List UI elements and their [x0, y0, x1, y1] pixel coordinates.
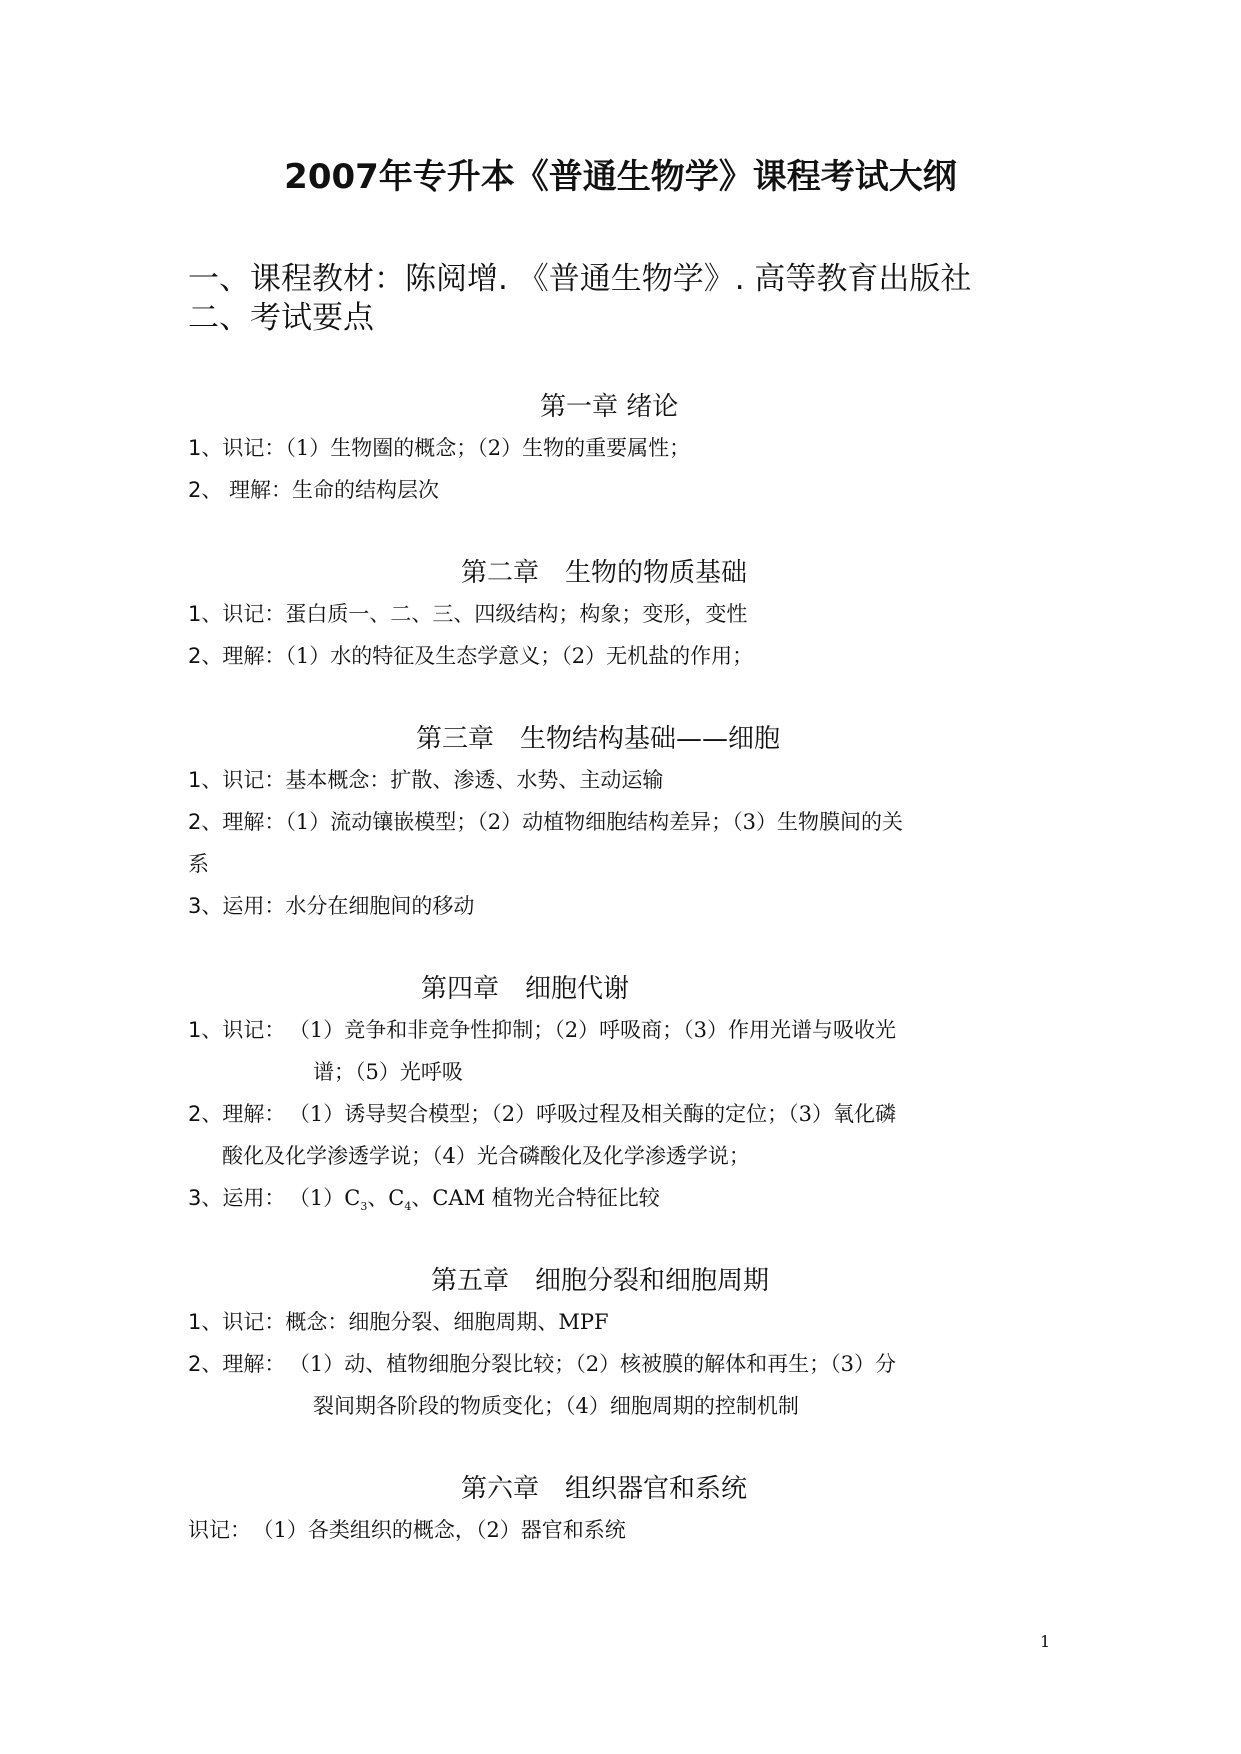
item-text [299, 1186, 660, 1214]
item-text-part: （1）C [299, 1186, 361, 1210]
chapter-5-item-1 [188, 1307, 609, 1337]
item-label: 1、识记： [188, 436, 286, 460]
chapter-4-item-2 [188, 1099, 896, 1129]
chapter-3-item-1 [188, 765, 663, 795]
chapter-3-item-3 [188, 891, 474, 921]
item-label: 3、运用： [188, 1186, 286, 1210]
item-text: 水分在细胞间的移动 [285, 894, 475, 918]
item-label: 2、 理解： [188, 478, 293, 502]
item-label: 1、识记： [188, 768, 286, 792]
item-label: 2、理解： [188, 1352, 286, 1376]
chapter-5-item-2 [188, 1349, 896, 1379]
item-label: 1、识记： [188, 1018, 286, 1042]
chapter-4-item-1 [188, 1015, 896, 1045]
item-text-part: 、CAM 植物光合特征比较 [411, 1186, 660, 1210]
page-number: 1 [1040, 1632, 1051, 1651]
chapter-3-item-2-continuation: 系 [188, 852, 209, 876]
chapter-3-item-2 [188, 807, 903, 837]
item-text: （1）诱导契合模型；（2）呼吸过程及相关酶的定位；（3）氧化磷 [299, 1102, 896, 1126]
chapter-2-item-1 [188, 599, 747, 629]
item-text: （1）各类组织的概念，（2）器官和系统 [263, 1518, 626, 1542]
item-label: 2、理解： [188, 1102, 286, 1126]
chapter-3-heading: 第三章 生物结构基础——细胞 [416, 724, 781, 754]
item-label: 识记： [188, 1518, 251, 1542]
chapter-6-heading: 第六章 组织器官和系统 [461, 1474, 748, 1504]
chapter-2-item-2 [188, 641, 753, 671]
section-exam-points: 二、考试要点 [188, 300, 374, 336]
chapter-2-heading: 第二章 生物的物质基础 [461, 558, 748, 588]
chapter-1-item-2 [188, 475, 439, 505]
section-textbook: 一、课程教材：陈阅增. 《普通生物学》. 高等教育出版社 [188, 261, 972, 297]
subscript: 3 [360, 1200, 368, 1214]
item-label: 2、理解： [188, 644, 286, 668]
chapter-1-item-1 [188, 433, 690, 463]
chapter-1-heading: 第一章 绪论 [540, 392, 679, 422]
item-text: 蛋白质一、二、三、四级结构；构象；变形，变性 [285, 602, 748, 626]
chapter-5-heading: 第五章 细胞分裂和细胞周期 [431, 1266, 770, 1296]
chapter-5-item-2-continuation: 裂间期各阶段的物质变化；（4）细胞周期的控制机制 [313, 1394, 799, 1418]
item-label: 1、识记： [188, 1310, 286, 1334]
item-label: 3、运用： [188, 894, 286, 918]
chapter-4-heading: 第四章 细胞代谢 [421, 974, 630, 1004]
item-label: 1、识记： [188, 602, 286, 626]
chapter-4-item-2-continuation: 酸化及化学渗透学说；（4）光合磷酸化及化学渗透学说； [222, 1144, 750, 1168]
chapter-4-item-3 [188, 1183, 660, 1222]
item-text: （1）竞争和非竞争性抑制；（2）呼吸商；（3）作用光谱与吸收光 [299, 1018, 896, 1042]
item-text: 基本概念：扩散、渗透、水势、主动运输 [285, 768, 664, 792]
item-text: （1）生物圈的概念；（2）生物的重要属性； [285, 436, 691, 460]
document-title: 2007年专升本《普通生物学》课程考试大纲 [284, 157, 957, 197]
item-label: 2、理解： [188, 810, 286, 834]
item-text: 概念：细胞分裂、细胞周期、MPF [285, 1310, 609, 1334]
item-text: （1）流动镶嵌模型；（2）动植物细胞结构差异；（3）生物膜间的关 [285, 810, 903, 834]
item-text: （1）水的特征及生态学意义；（2）无机盐的作用； [285, 644, 754, 668]
chapter-4-item-1-continuation: 谱；（5）光呼吸 [313, 1060, 463, 1084]
item-text-part: 、C [367, 1186, 405, 1210]
chapter-6-item-1 [188, 1515, 626, 1545]
item-text: 生命的结构层次 [292, 478, 440, 502]
subscript: 4 [404, 1200, 412, 1214]
item-text: （1）动、植物细胞分裂比较；（2）核被膜的解体和再生；（3）分 [299, 1352, 896, 1376]
